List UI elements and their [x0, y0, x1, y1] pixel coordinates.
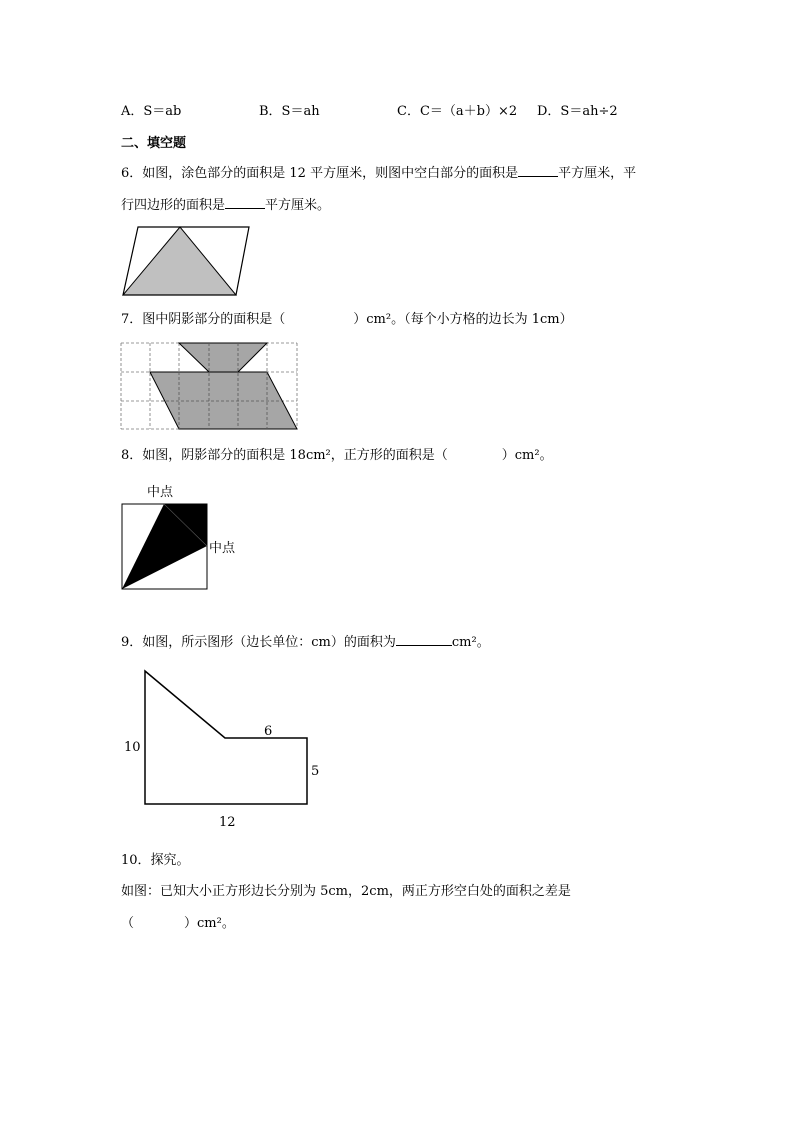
q8-line: [121, 448, 553, 464]
q8-text-2: ）cm²。: [501, 448, 553, 463]
q6-answer-blank-1[interactable]: [518, 176, 558, 177]
q10-title: 10．探究。: [121, 853, 190, 868]
q8-text-1: 8．如图，阴影部分的面积是 18cm²，正方形的面积是（: [121, 448, 448, 463]
q6-answer-blank-2[interactable]: [225, 208, 265, 209]
q10-line-2: [121, 916, 235, 932]
q9-line: [121, 635, 490, 651]
q6-shaded-triangle: [123, 227, 236, 295]
option-d: D．S＝ah÷2: [537, 104, 618, 119]
q6-text-4: 平方厘米。: [265, 198, 331, 213]
q9-figure: [120, 665, 330, 835]
q7-text-2: ）cm²。（每个小方格的边长为 1cm）: [353, 312, 573, 327]
q8-square-figure: [121, 480, 251, 592]
q7-text-1: 7．图中阴影部分的面积是（: [121, 312, 286, 327]
q9-label-bottom: 12: [219, 815, 236, 830]
q10-open-paren: （: [121, 916, 135, 931]
q9-label-left: 10: [124, 740, 141, 755]
section-title: 二、填空题: [121, 136, 187, 151]
q7-line: [121, 312, 573, 328]
q10-line-1: 如图：已知大小正方形边长分别为 5cm，2cm，两正方形空白处的面积之差是: [121, 884, 571, 899]
option-a: A．S＝ab: [121, 104, 182, 119]
q6-text-1: 6．如图，涂色部分的面积是 12 平方厘米，则图中空白部分的面积是: [121, 166, 519, 181]
q7-grid-figure: [121, 343, 299, 431]
q9-label-right: 5: [311, 764, 320, 779]
q6-line-1: [121, 166, 636, 182]
q9-label-top: 6: [264, 724, 273, 739]
q6-text-3: 行四边形的面积是: [121, 198, 226, 213]
q7-shaded-trapezoid: [179, 343, 267, 372]
q10-text-close: ）cm²。: [184, 916, 235, 931]
q8-label-top: 中点: [147, 485, 174, 500]
option-b: B．S＝ah: [259, 104, 320, 119]
q9-text-1: 9．如图，所示图形（边长单位：cm）的面积为: [121, 635, 396, 650]
q7-shaded-parallelogram: [150, 372, 297, 429]
q6-line-2: [121, 198, 330, 214]
q6-parallelogram-figure: [118, 222, 258, 302]
q8-label-right: 中点: [209, 541, 236, 556]
q9-answer-blank[interactable]: [396, 645, 452, 646]
q9-text-2: cm²。: [451, 635, 490, 650]
q9-polygon: [145, 671, 307, 804]
option-c: C．C＝（a＋b）×2: [397, 104, 518, 119]
q6-text-2: 平方厘米，平: [558, 166, 637, 181]
